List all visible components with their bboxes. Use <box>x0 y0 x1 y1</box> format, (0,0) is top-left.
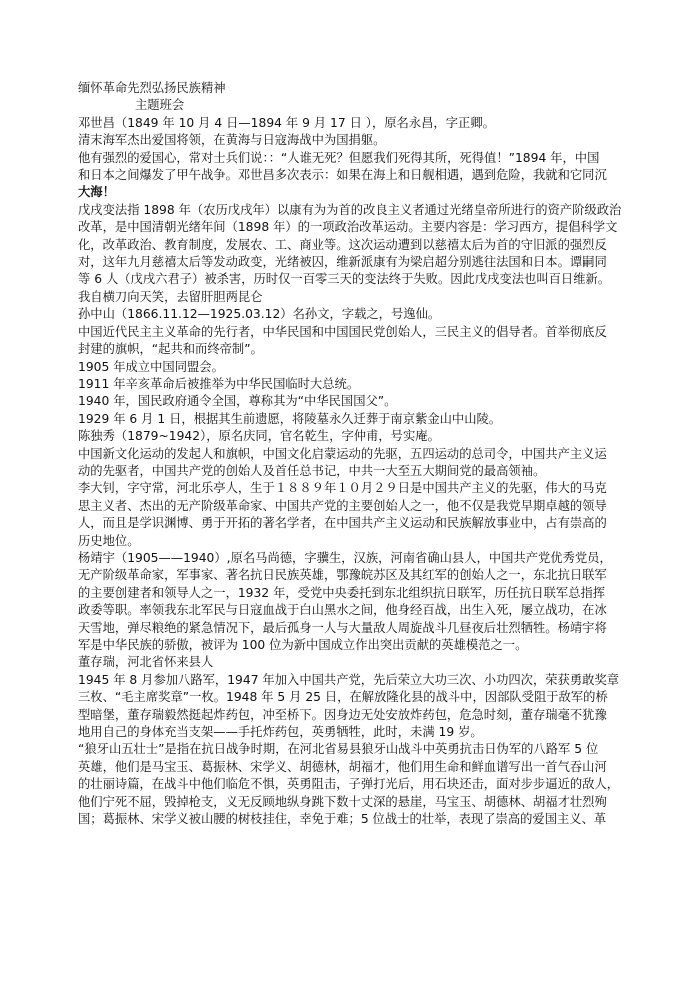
text-line: 大海！ <box>78 185 115 200</box>
text-line: 陈独秀（1879~1942），原名庆同，官名乾生，字仲甫，号实庵。 <box>78 429 440 444</box>
text-line: 杨靖宇（1905——1940）,原名马尚德，字骥生，汉族，河南省确山县人，中国共产党优秀党员， <box>78 550 612 565</box>
text-line: 化，改革政治、教育制度，发展农、工、商业等。这次运动遭到以慈禧太后为首的守旧派的强烈反 <box>78 237 607 252</box>
text-line: 改革，是中国清朝光绪年间（1898 年）的一项政治改革运动。主要内容是：学习西方，提倡科学文 <box>78 220 618 235</box>
text-line: 和日本之间爆发了甲午战争。邓世昌多次表示：如果在海上和日舰相遇，遇到危险，我就和它同沉 <box>78 168 607 183</box>
text-line: 1940 年，国民政府通令全国，尊称其为“中华民国国父”。 <box>78 394 397 409</box>
text-line: 型暗堡，董存瑞毅然挺起炸药包，冲至桥下。因身边无处安放炸药包，危急时刻，董存瑞毫不犹豫 <box>78 707 607 722</box>
text-line: 人，而且是学识渊博、勇于开拓的著名学者，在中国共产主义运动和民族解放事业中，占有崇高的 <box>78 516 607 531</box>
text-line: 军是中华民族的骄傲，被评为 100 位为新中国成立作出突出贡献的英雄模范之一。 <box>78 638 528 652</box>
text-line: 天雪地，弹尽粮绝的紧急情况下，最后孤身一人与大量敌人周旋战斗几昼夜后壮烈牺牲。杨靖宇将 <box>78 620 607 635</box>
text-line: 他们宁死不屈，毁掉枪支，义无反顾地纵身跳下数十丈深的悬崖，马宝玉、胡德林、胡福才壮烈殉 <box>78 794 607 809</box>
text-line: 清末海军杰出爱国将领，在黄海与日寇海战中为国捐躯。 <box>78 133 386 148</box>
text-line: 地用自己的身体充当支架——手托炸药包，英勇牺牲，此时，未满 19 岁。 <box>78 725 483 740</box>
text-line: 的主要创建者和领导人之一，1932 年，受党中央委托到东北组织抗日联军，历任抗日联军总指挥 <box>78 585 606 600</box>
text-line: 对，这年九月慈禧太后等发动政变，光绪被囚，维新派康有为梁启超分别逃往法国和日本。谭嗣同 <box>78 255 607 270</box>
text-line: 李大钊，字守常，河北乐亭人，生于１８８９年１０月２９日是中国共产主义的先驱，伟大的马克 <box>78 481 607 496</box>
text-line: 无产阶级革命家，军事家、著名抗日民族英雄，鄂豫皖苏区及其红军的创始人之一，东北抗日联军 <box>78 568 607 583</box>
document-subtitle: 主题班会 <box>135 98 185 113</box>
text-line: 1945 年 8 月参加八路军，1947 年加入中国共产党，先后荣立大功三次、小功四次，荣获勇敢奖章 <box>78 672 620 687</box>
document-page <box>78 80 626 828</box>
text-line: 思主义者、杰出的无产阶级革命家、中国共产党的主要创始人之一，他不仅是我党早期卓越的领导 <box>78 498 607 513</box>
text-line: 董存瑞，河北省怀来县人 <box>78 655 214 670</box>
text-line: 英雄，他们是马宝玉、葛振林、宋学义、胡德林，胡福才，他们用生命和鲜血谱写出一首气吞山河 <box>78 759 607 774</box>
text-line: 历史地位。 <box>78 533 140 548</box>
text-line: 政委等职。率领我东北军民与日寇血战于白山黑水之间，他身经百战，出生入死，屡立战功，在冰 <box>78 603 607 618</box>
text-line: 1911 年辛亥革命后被推举为中华民国临时大总统。 <box>78 376 360 391</box>
text-line: 他有强烈的爱国心，常对士兵们说：：“人谁无死？但愿我们死得其所，死得值！”1894 年，中国 <box>78 150 600 165</box>
text-line: 中国近代民主主义革命的先行者，中华民国和中国国民党创始人，三民主义的倡导者。首举彻底反 <box>78 324 607 339</box>
text-line: 1929 年 6 月 1 日，根据其生前遗愿，将陵墓永久迁葬于南京紫金山中山陵。 <box>78 411 502 426</box>
text-line: 1905 年成立中国同盟会。 <box>78 359 224 374</box>
text-line: 孙中山（1866.11.12—1925.03.12）名孙文，字载之，号逸仙。 <box>78 307 441 322</box>
text-line: 三枚、“毛主席奖章”一枚。1948 年 5 月 25 日，在解放隆化县的战斗中，因部队受阻于敌军的桥 <box>78 690 608 705</box>
text-line: 中国新文化运动的发起人和旗帜，中国文化启蒙运动的先驱，五四运动的总司令，中国共产主义运 <box>78 446 607 461</box>
text-line: 的壮丽诗篇，在战斗中他们临危不惧，英勇阻击，子弹打光后，用石块还击，面对步步逼近的敌人， <box>78 777 620 792</box>
text-line: 我自横刀向天笑，去留肝胆两昆仑 <box>78 289 263 304</box>
text-line: 动的先驱者，中国共产党的创始人及首任总书记，中共一大至五大期间党的最高领袖。 <box>78 463 546 478</box>
text-line: 国；葛振林、宋学义被山腰的树枝挂住，幸免于难；5 位战士的壮举，表现了崇高的爱国主义、革 <box>78 812 607 827</box>
text-line: 封建的旗帜，“起共和而终帝制”。 <box>78 342 263 357</box>
document-title: 缅怀革命先烈弘扬民族精神 <box>78 81 226 95</box>
text-line: 等 6 人（戊戌六君子）被杀害，历时仅一百零三天的变法终于失败。因此戊戌变法也叫百日维新。 <box>78 272 611 287</box>
text-line: 戊戌变法指 1898 年（农历戊戌年）以康有为为首的改良主义者通过光绪皇帝所进行的资产阶级政治 <box>78 202 622 217</box>
text-line: 邓世昌（1849 年 10 月 4 日—1894 年 9 月 17 日 ），原名永昌，字正卿。 <box>78 115 495 130</box>
text-line: “狼牙山五壮士”是指在抗日战争时期，在河北省易县狼牙山战斗中英勇抗击日伪军的八路军 5 位 <box>78 742 599 757</box>
